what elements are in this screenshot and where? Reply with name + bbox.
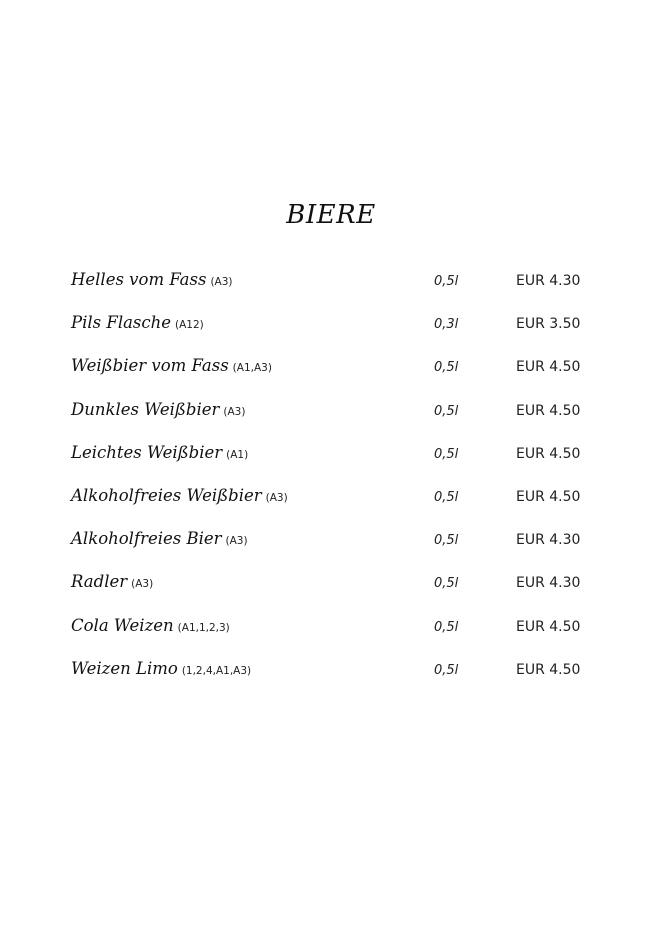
item-name-wrap xyxy=(71,313,204,332)
menu-item xyxy=(71,352,591,395)
item-name-wrap xyxy=(71,486,288,505)
item-name-wrap xyxy=(71,572,153,591)
item-volume: 0,5l xyxy=(434,489,459,505)
item-allergens: (A1,1,2,3) xyxy=(177,621,230,634)
item-name-wrap xyxy=(71,443,248,462)
item-name-wrap xyxy=(71,616,230,635)
item-volume: 0,5l xyxy=(434,274,459,289)
menu-item xyxy=(71,568,591,611)
item-price: EUR 4.30 xyxy=(516,575,581,592)
item-price: EUR 4.30 xyxy=(516,532,581,549)
item-price: EUR 4.50 xyxy=(516,618,581,635)
beer-list xyxy=(71,266,591,698)
menu-item xyxy=(71,525,591,568)
item-price: EUR 4.50 xyxy=(516,402,581,419)
item-volume: 0,5l xyxy=(434,403,459,419)
item-allergens: (A12) xyxy=(175,319,204,332)
item-price: EUR 4.30 xyxy=(516,273,581,289)
item-name-wrap xyxy=(71,659,251,678)
item-name: Dunkles Weißbier xyxy=(71,399,220,419)
item-name: Pils Flasche xyxy=(71,313,172,333)
menu-item xyxy=(71,309,591,352)
item-allergens: (A3) xyxy=(223,405,246,418)
item-allergens: (A3) xyxy=(131,578,154,591)
item-allergens: (A1,A3) xyxy=(232,362,272,375)
item-allergens: (A3) xyxy=(265,491,288,504)
item-name: Weizen Limo xyxy=(71,658,178,678)
item-volume: 0,5l xyxy=(434,662,459,678)
item-name: Alkoholfreies Bier xyxy=(71,529,222,549)
menu-item xyxy=(71,612,591,655)
item-price: EUR 4.50 xyxy=(516,445,581,462)
item-volume: 0,5l xyxy=(434,446,459,462)
item-volume: 0,5l xyxy=(434,619,459,635)
item-price: EUR 3.50 xyxy=(516,316,581,333)
menu-item xyxy=(71,396,591,439)
item-name-wrap xyxy=(71,529,248,548)
item-allergens: (A3) xyxy=(210,276,233,288)
menu-item xyxy=(71,266,591,309)
item-volume: 0,3l xyxy=(434,317,459,333)
item-name: Cola Weizen xyxy=(71,615,174,635)
item-allergens: (1,2,4,A1,A3) xyxy=(181,664,252,677)
item-volume: 0,5l xyxy=(434,533,459,549)
menu-item xyxy=(71,482,591,525)
item-name: Weißbier vom Fass xyxy=(71,356,229,376)
item-name-wrap xyxy=(71,356,272,375)
section-title: BIERE xyxy=(286,200,376,230)
menu-item xyxy=(71,439,591,482)
item-name: Helles vom Fass xyxy=(71,270,207,289)
item-price: EUR 4.50 xyxy=(516,488,581,505)
item-allergens: (A1) xyxy=(226,448,249,461)
item-name: Radler xyxy=(71,572,128,592)
item-volume: 0,5l xyxy=(434,576,459,592)
item-name: Leichtes Weißbier xyxy=(71,442,223,462)
item-name-wrap xyxy=(71,270,233,289)
menu-item xyxy=(71,655,591,698)
item-allergens: (A3) xyxy=(225,535,248,548)
item-price: EUR 4.50 xyxy=(516,661,581,678)
item-name-wrap xyxy=(71,400,245,419)
item-volume: 0,5l xyxy=(434,360,459,376)
item-name: Alkoholfreies Weißbier xyxy=(71,485,262,505)
item-price: EUR 4.50 xyxy=(516,359,581,376)
